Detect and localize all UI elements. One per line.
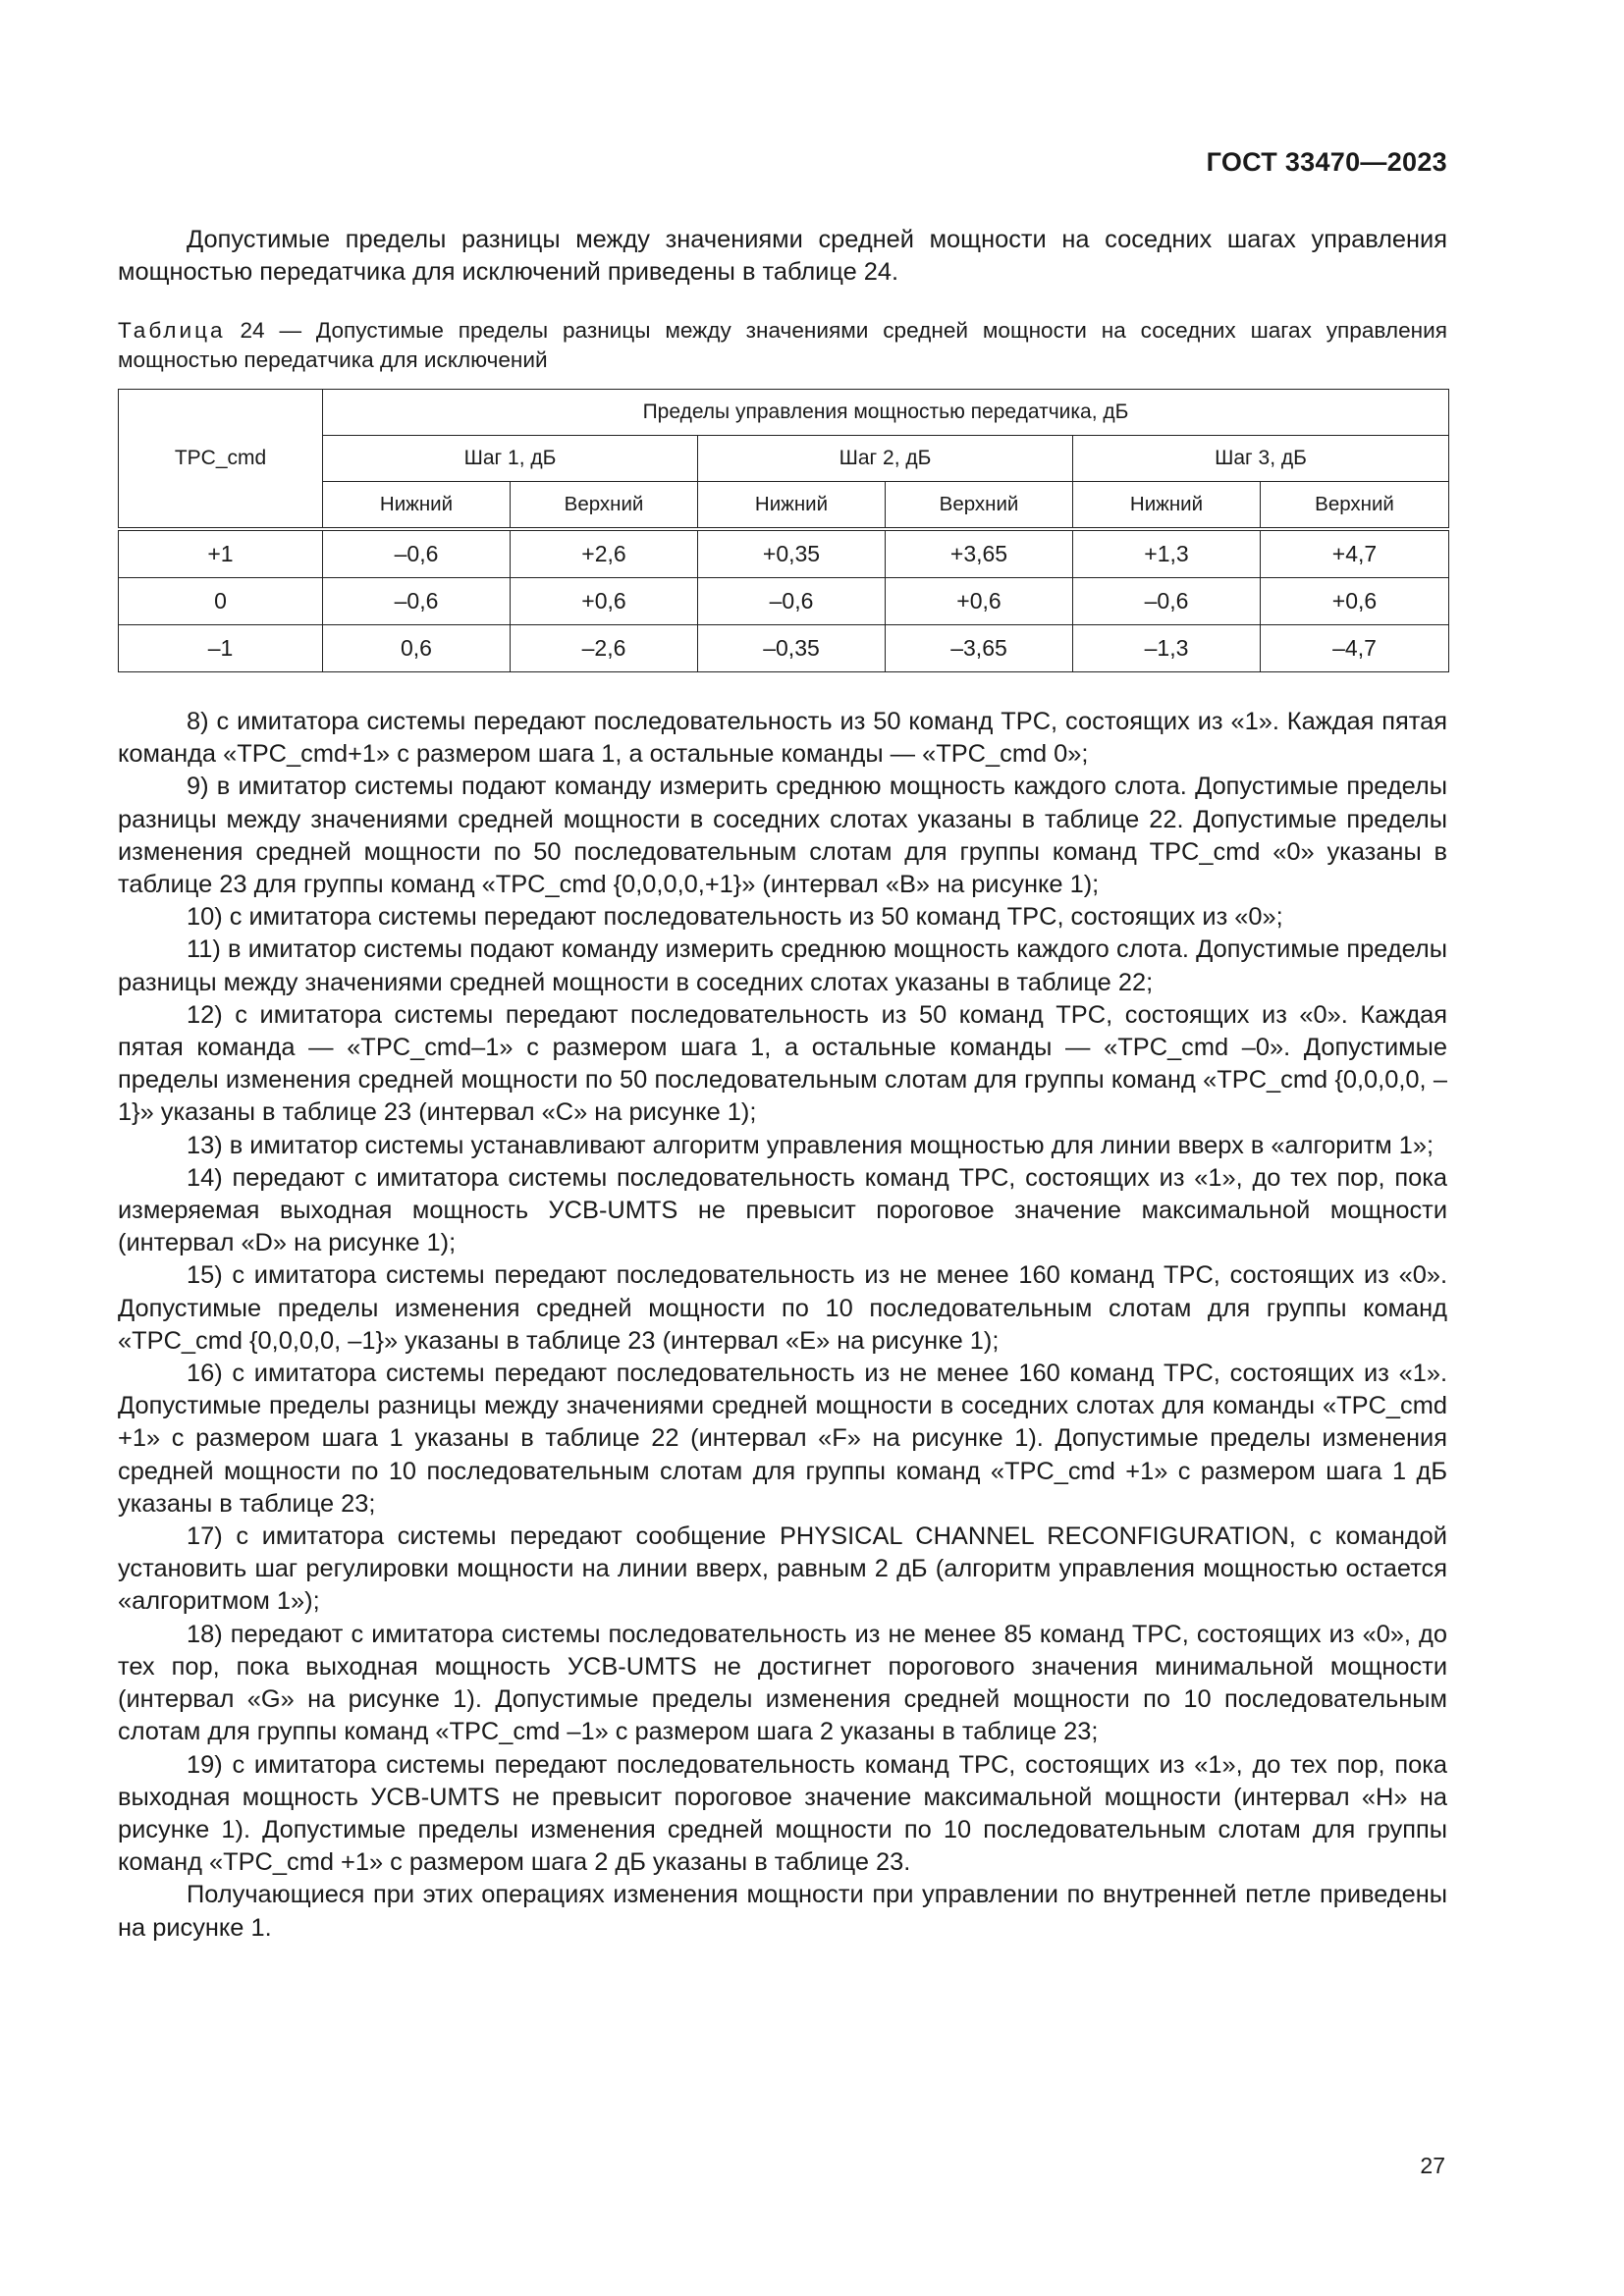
group-header: Пределы управления мощностью передатчика, дБ [323,390,1449,436]
value-cell: +4,7 [1261,529,1449,578]
step-paragraph: 12) с имитатора системы передают последовательность из 50 команд TPC, состоящих из «0». Каждая пятая команда — «TPC_cmd–1» с размером шага 1, а остальные команды — «TPC_cmd –0». Допустимые пределы изменения средней мощности по 50 последовательным слотам для группы команд «TPC_cmd {0,0,0,0, –1}» указаны в таблице 23 (интервал «C» на рисунке 1); [118,1000,1447,1127]
step-paragraph: 15) с имитатора системы передают последовательность из не менее 160 команд TPC, состоящих из «0». Допустимые пределы изменения средней мощности по 10 последовательным слотам для группы команд «TPC_cmd {0,0,0,0, –1}» указаны в таблице 23 (интервал «E» на рисунке 1); [118,1261,1447,1355]
value-cell: +0,35 [698,529,886,578]
procedure-steps [118,706,1447,1945]
value-cell: –0,6 [1073,578,1261,625]
step-paragraph: 13) в имитатор системы устанавливают алгоритм управления мощностью для линии вверх в «алгоритм 1»; [187,1131,1435,1159]
cmd-cell: +1 [119,529,323,578]
bound-header: Нижний [1073,482,1261,530]
row-header-tpc-cmd: TPC_cmd [119,390,323,530]
value-cell: +0,6 [1261,578,1449,625]
value-cell: –0,6 [323,529,511,578]
closing-paragraph: Получающиеся при этих операциях изменения мощности при управлении по внутренней петле приведены на рисунке 1. [118,1881,1447,1942]
step-paragraph: 8) с имитатора системы передают последовательность из 50 команд TPC, состоящих из «1». Каждая пятая команда «TPC_cmd+1» с размером шага 1, а остальные команды — «TPC_cmd 0»; [118,708,1447,769]
table-row [119,529,1449,578]
page-number: 27 [1420,2153,1445,2178]
value-cell: 0,6 [323,625,511,672]
bound-header: Нижний [698,482,886,530]
step-paragraph: 18) передают с имитатора системы последовательность из не менее 85 команд TPC, состоящих из «0», до тех пор, пока выходная мощность УСВ-UMTS не достигнет порогового значения минимальной мощности (интервал «G» на рисунке 1). Допустимые пределы изменения средней мощности по 10 последовательным слотам для группы команд «TPC_cmd –1» с размером шага 2 указаны в таблице 23; [118,1620,1447,1746]
value-cell: +0,6 [886,578,1073,625]
bound-header: Нижний [323,482,511,530]
document-header: ГОСТ 33470—2023 [1206,147,1447,177]
step-header: Шаг 3, дБ [1073,436,1449,482]
step-paragraph: 10) с имитатора системы передают последовательность из 50 команд TPC, состоящих из «0»; [187,903,1283,932]
cmd-cell: 0 [119,578,323,625]
step-paragraph: 14) передают с имитатора системы последовательность команд TPC, состоящих из «1», до тех пор, пока измеряемая выходная мощность УСВ-UMTS не превысит пороговое значение максимальной мощности (интервал «D» на рисунке 1); [118,1163,1447,1257]
bound-header: Верхний [511,482,698,530]
step-paragraph: 17) с имитатора системы передают сообщение PHYSICAL CHANNEL RECONFIGURATION, с командой установить шаг регулировки мощности на линии вверх, равным 2 дБ (алгоритм управления мощностью остается «алгоритмом 1»); [118,1522,1447,1616]
cmd-cell: –1 [119,625,323,672]
value-cell: –4,7 [1261,625,1449,672]
table-caption-label: Таблица [118,318,226,343]
value-cell: –1,3 [1073,625,1261,672]
value-cell: +1,3 [1073,529,1261,578]
step-paragraph: 11) в имитатор системы подают команду измерить среднюю мощность каждого слота. Допустимые пределы разницы между значениями средней мощности в соседних слотах указаны в таблице 22; [118,935,1447,996]
bound-header: Верхний [886,482,1073,530]
table-row [119,578,1449,625]
step-paragraph: 9) в имитатор системы подают команду измерить среднюю мощность каждого слота. Допустимые пределы разницы между значениями средней мощности в соседних слотах указаны в таблице 22. Допустимые пределы изменения средней мощности по 50 последовательным слотам для группы команд TPC_cmd «0» указаны в таблице 23 для группы команд «TPC_cmd {0,0,0,0,+1}» (интервал «B» на рисунке 1); [118,773,1447,899]
value-cell: +0,6 [511,578,698,625]
step-paragraph: 16) с имитатора системы передают последовательность из не менее 160 команд TPC, состоящих из «1». Допустимые пределы разницы между значениями средней мощности в соседних слотах для команды «TPC_cmd +1» с размером шага 1 указаны в таблице 22 (интервал «F» на рисунке 1). Допустимые пределы изменения средней мощности по 10 последовательным слотам для группы команд «TPC_cmd +1» с размером шага 1 дБ указаны в таблице 23; [118,1360,1447,1518]
value-cell: +2,6 [511,529,698,578]
value-cell: –2,6 [511,625,698,672]
power-limits-table [118,389,1449,672]
value-cell: –0,6 [323,578,511,625]
table-caption [118,316,1447,375]
step-header: Шаг 2, дБ [698,436,1073,482]
bound-header: Верхний [1261,482,1449,530]
table-caption-text: 24 — Допустимые пределы разницы между значениями средней мощности на соседних шагах управления мощностью передатчика для исключений [118,318,1447,372]
value-cell: –0,35 [698,625,886,672]
value-cell: +3,65 [886,529,1073,578]
value-cell: –0,6 [698,578,886,625]
intro-paragraph: Допустимые пределы разницы между значениями средней мощности на соседних шагах управления мощностью передатчика для исключений приведены в таблице 24. [118,226,1447,286]
step-header: Шаг 1, дБ [323,436,698,482]
value-cell: –3,65 [886,625,1073,672]
step-paragraph: 19) с имитатора системы передают последовательность команд TPC, состоящих из «1», до тех пор, пока выходная мощность УСВ-UMTS не превысит пороговое значение максимальной мощности (интервал «H» на рисунке 1). Допустимые пределы изменения средней мощности по 10 последовательным слотам для группы команд «TPC_cmd +1» с размером шага 2 дБ указаны в таблице 23. [118,1750,1447,1877]
table-row [119,625,1449,672]
